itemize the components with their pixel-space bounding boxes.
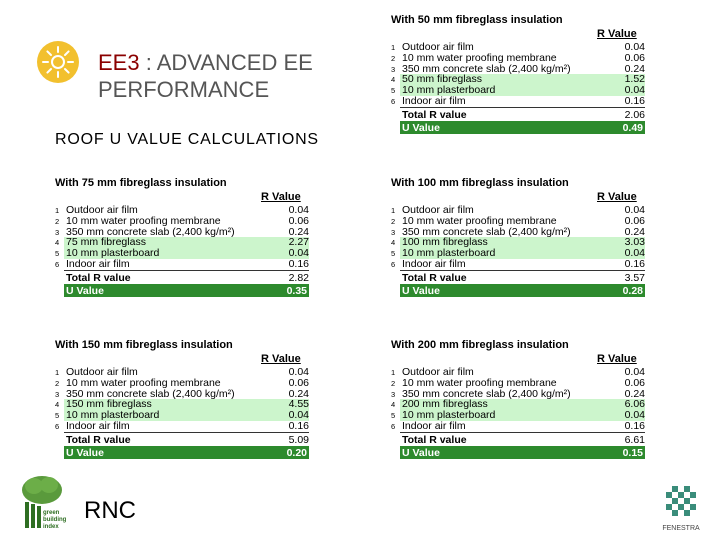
r-value-table xyxy=(391,339,645,489)
row-label: Indoor air film xyxy=(402,420,466,432)
row-r-value: 0.06 xyxy=(624,214,645,227)
u-value-label: U Value xyxy=(66,446,104,459)
total-label: Total R value xyxy=(402,433,467,446)
points-badge xyxy=(646,273,716,307)
total-label: Total R value xyxy=(66,271,131,284)
row-label: 10 mm plasterboard xyxy=(402,247,496,260)
row-number: 2 xyxy=(391,216,396,226)
row-label: 10 mm plasterboard xyxy=(402,409,496,422)
table-row xyxy=(391,378,645,389)
row-r-value: 0.24 xyxy=(624,225,645,238)
sun-icon xyxy=(36,40,80,84)
rnc-label: RNC xyxy=(84,497,136,524)
u-value-row xyxy=(64,284,309,297)
row-r-value: 0.16 xyxy=(288,420,309,432)
u-value-row xyxy=(400,446,645,459)
total-label: Total R value xyxy=(402,108,467,121)
page-title xyxy=(98,49,368,103)
r-value-header: R Value xyxy=(597,191,637,203)
row-r-value: 0.04 xyxy=(288,409,309,422)
row-number: 1 xyxy=(391,368,396,377)
row-label: 350 mm concrete slab (2,400 kg/m²) xyxy=(402,225,571,238)
row-number: 6 xyxy=(391,97,396,106)
row-r-value: 1.52 xyxy=(624,73,645,86)
row-r-value: 0.06 xyxy=(624,51,645,64)
svg-text:green: green xyxy=(43,510,60,516)
table-heading: With 200 mm fibreglass insulation xyxy=(391,339,569,351)
points-badge xyxy=(309,273,379,307)
total-row xyxy=(391,433,645,446)
row-label: 10 mm water proofing membrane xyxy=(402,376,557,389)
total-value: 5.09 xyxy=(288,433,309,446)
row-label: 200 mm fibreglass xyxy=(402,398,488,411)
row-label: 10 mm water proofing membrane xyxy=(66,376,221,389)
row-number: 2 xyxy=(55,216,60,226)
row-number: 4 xyxy=(55,400,60,410)
row-label: 10 mm plasterboard xyxy=(402,84,496,97)
row-number: 2 xyxy=(391,378,396,388)
r-value-table xyxy=(55,177,309,327)
points-badge xyxy=(646,435,716,469)
row-label: 10 mm plasterboard xyxy=(66,247,160,260)
r-value-header: R Value xyxy=(597,353,637,365)
r-value-header: R Value xyxy=(597,28,637,40)
table-row xyxy=(391,421,645,432)
row-r-value: 4.55 xyxy=(288,398,309,411)
row-number: 4 xyxy=(391,75,396,85)
points-badge xyxy=(646,110,716,144)
row-label: Outdoor air film xyxy=(402,366,474,378)
r-value-header: R Value xyxy=(261,353,301,365)
row-r-value: 0.24 xyxy=(288,225,309,238)
table-heading: With 100 mm fibreglass insulation xyxy=(391,177,569,189)
row-label: 10 mm water proofing membrane xyxy=(402,214,557,227)
total-label: Total R value xyxy=(402,271,467,284)
total-row xyxy=(391,108,645,121)
r-value-table xyxy=(391,14,645,164)
row-number: 1 xyxy=(391,206,396,215)
total-label: Total R value xyxy=(66,433,131,446)
row-label: 10 mm water proofing membrane xyxy=(66,214,221,227)
row-r-value: 0.04 xyxy=(624,41,645,53)
row-number: 5 xyxy=(391,249,396,259)
row-label: Outdoor air film xyxy=(66,366,138,378)
row-number: 1 xyxy=(55,206,60,215)
row-number: 6 xyxy=(391,260,396,269)
row-number: 6 xyxy=(391,422,396,431)
row-label: Indoor air film xyxy=(402,258,466,270)
row-r-value: 0.04 xyxy=(624,204,645,216)
row-label: Indoor air film xyxy=(402,95,466,107)
table-row xyxy=(55,378,309,389)
row-label: 350 mm concrete slab (2,400 kg/m²) xyxy=(402,387,571,400)
table-row xyxy=(391,216,645,227)
table-row xyxy=(391,53,645,64)
row-r-value: 0.16 xyxy=(624,420,645,432)
title-code: EE3 xyxy=(98,50,140,75)
svg-text:building: building xyxy=(43,517,66,523)
table-row xyxy=(55,216,309,227)
u-value-row xyxy=(400,121,645,134)
row-r-value: 0.06 xyxy=(288,376,309,389)
table-row xyxy=(55,259,309,270)
u-value: 0.20 xyxy=(286,446,307,459)
row-label: 150 mm fibreglass xyxy=(66,398,152,411)
row-r-value: 0.06 xyxy=(288,214,309,227)
u-value-row xyxy=(64,446,309,459)
row-r-value: 0.04 xyxy=(624,84,645,97)
row-label: Outdoor air film xyxy=(66,204,138,216)
table-heading: With 150 mm fibreglass insulation xyxy=(55,339,233,351)
table-row xyxy=(55,421,309,432)
row-number: 1 xyxy=(391,43,396,52)
row-number: 6 xyxy=(55,422,60,431)
row-label: 100 mm fibreglass xyxy=(402,236,488,249)
row-label: 350 mm concrete slab (2,400 kg/m²) xyxy=(66,387,235,400)
row-number: 3 xyxy=(391,389,396,399)
row-r-value: 2.27 xyxy=(288,236,309,249)
row-label: 10 mm plasterboard xyxy=(66,409,160,422)
row-number: 5 xyxy=(391,86,396,96)
title-text: : ADVANCED EE PERFORMANCE xyxy=(98,50,313,102)
row-number: 4 xyxy=(391,400,396,410)
row-number: 4 xyxy=(391,238,396,248)
points-value: +4 xyxy=(334,273,354,290)
row-number: 3 xyxy=(391,64,396,74)
row-label: Indoor air film xyxy=(66,258,130,270)
total-row xyxy=(55,433,309,446)
u-value-label: U Value xyxy=(402,284,440,297)
points-value: +2 xyxy=(671,110,691,127)
points-badge xyxy=(309,435,379,469)
table-row xyxy=(391,96,645,107)
row-number: 4 xyxy=(55,238,60,248)
u-value: 0.35 xyxy=(286,284,307,297)
row-r-value: 0.16 xyxy=(624,258,645,270)
points-label: points xyxy=(330,295,358,306)
u-value-label: U Value xyxy=(402,446,440,459)
row-label: Outdoor air film xyxy=(402,41,474,53)
u-value: 0.28 xyxy=(622,284,643,297)
row-number: 5 xyxy=(55,249,60,259)
r-value-table xyxy=(55,339,309,489)
row-label: 350 mm concrete slab (2,400 kg/m²) xyxy=(402,62,571,75)
row-label: 50 mm fibreglass xyxy=(402,73,482,86)
fenestra-logo xyxy=(656,484,706,534)
row-r-value: 0.04 xyxy=(288,204,309,216)
row-r-value: 0.04 xyxy=(624,366,645,378)
total-value: 3.57 xyxy=(624,271,645,284)
points-label: points xyxy=(667,132,695,143)
points-label: points xyxy=(667,457,695,468)
row-r-value: 0.04 xyxy=(624,247,645,260)
total-row xyxy=(55,271,309,284)
row-number: 3 xyxy=(391,227,396,237)
u-value-label: U Value xyxy=(402,121,440,134)
row-label: 350 mm concrete slab (2,400 kg/m²) xyxy=(66,225,235,238)
points-label: points xyxy=(330,457,358,468)
points-label: points xyxy=(667,295,695,306)
points-value: +8 xyxy=(334,435,354,452)
table-row xyxy=(391,259,645,270)
page-subtitle: ROOF U VALUE CALCULATIONS xyxy=(55,131,319,148)
row-number: 6 xyxy=(55,260,60,269)
row-r-value: 6.06 xyxy=(624,398,645,411)
green-building-index-logo xyxy=(18,474,66,530)
row-r-value: 3.03 xyxy=(624,236,645,249)
r-value-header: R Value xyxy=(261,191,301,203)
total-row xyxy=(391,271,645,284)
row-r-value: 0.04 xyxy=(288,366,309,378)
row-r-value: 0.16 xyxy=(288,258,309,270)
points-value: +10 xyxy=(667,435,695,452)
row-label: 75 mm fibreglass xyxy=(66,236,146,249)
row-number: 5 xyxy=(391,411,396,421)
row-number: 2 xyxy=(55,378,60,388)
svg-text:FENESTRA: FENESTRA xyxy=(662,525,700,532)
row-number: 2 xyxy=(391,53,396,63)
u-value: 0.15 xyxy=(622,446,643,459)
row-r-value: 0.06 xyxy=(624,376,645,389)
row-number: 3 xyxy=(55,389,60,399)
row-r-value: 0.24 xyxy=(288,387,309,400)
total-value: 6.61 xyxy=(624,433,645,446)
total-value: 2.82 xyxy=(288,271,309,284)
row-number: 3 xyxy=(55,227,60,237)
row-number: 1 xyxy=(55,368,60,377)
row-r-value: 0.16 xyxy=(624,95,645,107)
row-r-value: 0.24 xyxy=(624,62,645,75)
r-value-table xyxy=(391,177,645,327)
row-r-value: 0.04 xyxy=(288,247,309,260)
table-heading: With 50 mm fibreglass insulation xyxy=(391,14,563,26)
row-label: Indoor air film xyxy=(66,420,130,432)
row-label: 10 mm water proofing membrane xyxy=(402,51,557,64)
row-r-value: 0.24 xyxy=(624,387,645,400)
u-value-row xyxy=(400,284,645,297)
row-number: 5 xyxy=(55,411,60,421)
total-value: 2.06 xyxy=(624,108,645,121)
row-r-value: 0.04 xyxy=(624,409,645,422)
row-label: Outdoor air film xyxy=(402,204,474,216)
svg-text:index: index xyxy=(43,524,59,530)
table-heading: With 75 mm fibreglass insulation xyxy=(55,177,227,189)
points-value: +6 xyxy=(671,273,691,290)
u-value: 0.49 xyxy=(622,121,643,134)
u-value-label: U Value xyxy=(66,284,104,297)
